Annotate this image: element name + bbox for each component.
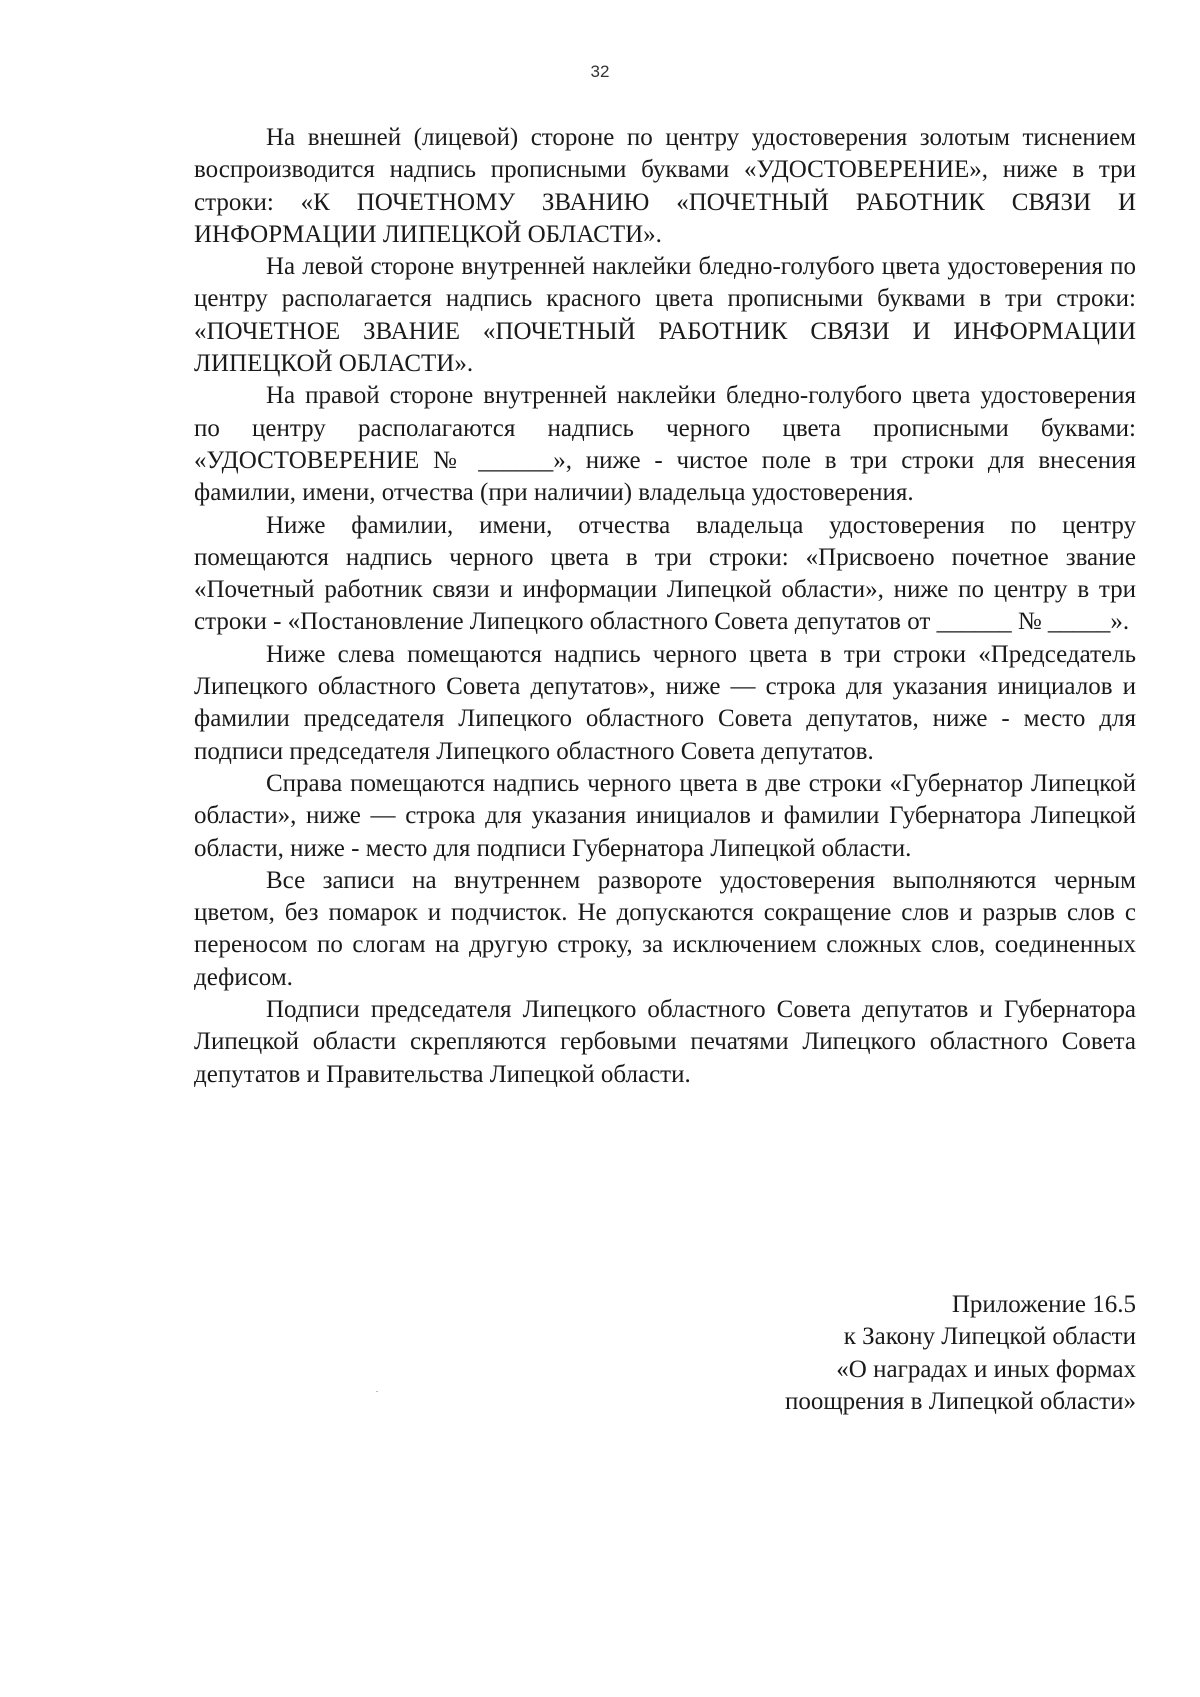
appendix-law-ref: к Закону Липецкой области	[843, 1323, 1136, 1351]
appendix-law-title-1: «О наградах и иных формах	[836, 1355, 1136, 1383]
paragraph-seals: Подписи председателя Липецкого областного Совета депутатов и Губернатора Липецкой области скрепляются гербовыми печатями Липецкого областного Совета депутатов и Правительства Липецкой области.	[194, 996, 1136, 1088]
document-body	[194, 122, 1136, 1091]
paragraph-chairman-signature: Ниже слева помещаются надпись черного цвета в три строки «Председатель Липецкого областного Совета депутатов», ниже — строка для указания инициалов и фамилии председателя Липецкого областного Совета депутатов, ниже - место для подписи председателя Липецкого областного Совета депутатов.	[194, 640, 1136, 765]
paragraph-right-inner-side: На правой стороне внутренней наклейки бледно-голубого цвета удостоверения по центру располагаются надпись черного цвета прописными буквами: «УДОСТОВЕРЕНИЕ № ______», ниже - чистое поле в три строки для внесения фамилии, имени, отчества (при наличии) владельца удостоверения.	[194, 382, 1136, 507]
appendix-law-title-2: поощрения в Липецкой области»	[784, 1387, 1136, 1415]
page-number: 32	[590, 62, 610, 81]
paragraph-outer-side: На внешней (лицевой) стороне по центру удостоверения золотым тиснением воспроизводится надпись прописными буквами «УДОСТОВЕРЕНИЕ», ниже в три строки: «К ПОЧЕТНОМУ ЗВАНИЮ «ПОЧЕТНЫЙ РАБОТНИК СВЯЗИ И ИНФОРМАЦИИ ЛИПЕЦКОЙ ОБЛАСТИ».	[194, 124, 1136, 248]
paragraph-filling-rules: Все записи на внутреннем развороте удостоверения выполняются черным цветом, без помарок и подчисток. Не допускаются сокращение слов и разрыв слов с переносом по слогам на другую строку, за исключением сложных слов, соединенных дефисом.	[194, 866, 1136, 991]
paragraph-governor-signature: Справа помещаются надпись черного цвета в две строки «Губернатор Липецкой области», ниже — строка для указания инициалов и фамилии Губернатора Липецкой области, ниже - место для подписи Губернатора Липецкой области.	[194, 769, 1136, 862]
appendix-number: Приложение 16.5	[951, 1291, 1136, 1318]
scan-artifact	[376, 1391, 378, 1392]
paragraph-left-inner-side: На левой стороне внутренней наклейки бледно-голубого цвета удостоверения по центру располагается надпись красного цвета прописными буквами в три строки: «ПОЧЕТНОЕ ЗВАНИЕ «ПОЧЕТНЫЙ РАБОТНИК СВЯЗИ И ИНФОРМАЦИИ ЛИПЕЦКОЙ ОБЛАСТИ».	[194, 253, 1136, 378]
paragraph-title-assignment: Ниже фамилии, имени, отчества владельца удостоверения по центру помещаются надпись черного цвета в три строки: «Присвоено почетное звание «Почетный работник связи и информации Липецкой области», ниже по центру в три строки - «Постановление Липецкого областного Совета депутатов от ______ № _____».	[194, 511, 1136, 636]
appendix-heading	[600, 1289, 1136, 1418]
